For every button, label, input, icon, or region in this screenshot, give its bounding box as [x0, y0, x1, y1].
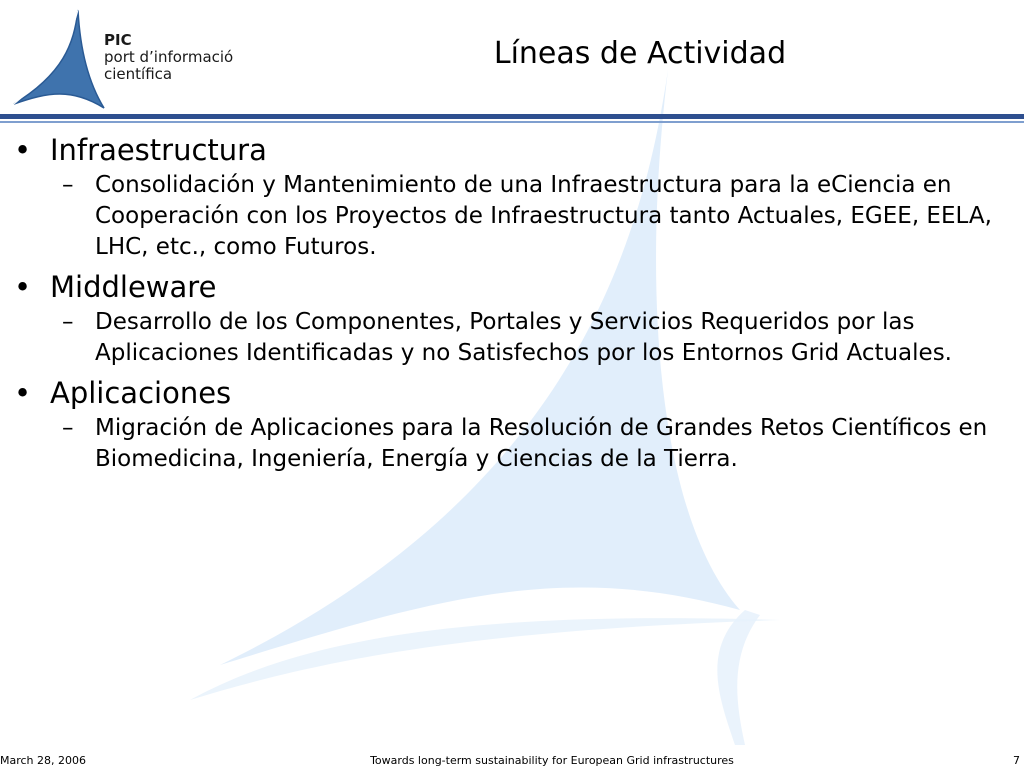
bullet-label: Aplicaciones [50, 376, 232, 410]
bullet-middleware [0, 267, 1024, 369]
sub-bullet-text: Consolidación y Mantenimiento de una Infraestructura para la eCiencia en Cooperación con los Proyectos de Infraestructura tanto Actuales, EGEE, EELA, LHC, etc., como Futuros. [95, 172, 992, 260]
slide-footer [0, 752, 1024, 768]
sub-bullet-dash: – [62, 172, 74, 198]
page-number: 7 [1013, 754, 1020, 767]
bullet-dot: • [14, 133, 32, 167]
pic-logo-mark [8, 4, 108, 112]
header-rule-thin [0, 121, 1024, 123]
sub-bullet-dash: – [62, 415, 74, 441]
footer-date: March 28, 2006 [0, 754, 87, 767]
footer-title: Towards long-term sustainability for European Grid infrastructures [370, 754, 734, 767]
logo-line-1: port d’informació [104, 48, 234, 66]
bullet-dot: • [14, 270, 32, 304]
bullet-dot: • [14, 376, 32, 410]
bullet-label: Infraestructura [50, 133, 267, 167]
header-rule [0, 114, 1024, 119]
sub-bullet-text: Desarrollo de los Componentes, Portales y Servicios Requeridos por las Aplicaciones Identificadas y no Satisfechos por los Entornos Grid Actuales. [95, 309, 952, 366]
bullet-label: Middleware [50, 270, 217, 304]
logo-name: PIC [104, 31, 132, 49]
bullet-infraestructura [0, 130, 1024, 263]
slide-content [0, 130, 1024, 479]
logo-line-2: científica [104, 65, 173, 83]
sub-bullet-dash: – [62, 309, 74, 335]
logo-text [104, 32, 233, 83]
slide-title: Líneas de Actividad [493, 36, 787, 71]
bullet-aplicaciones [0, 373, 1024, 475]
sub-bullet-text: Migración de Aplicaciones para la Resolución de Grandes Retos Científicos en Biomedicina, Ingeniería, Energía y Ciencias de la Tierra. [95, 415, 988, 472]
